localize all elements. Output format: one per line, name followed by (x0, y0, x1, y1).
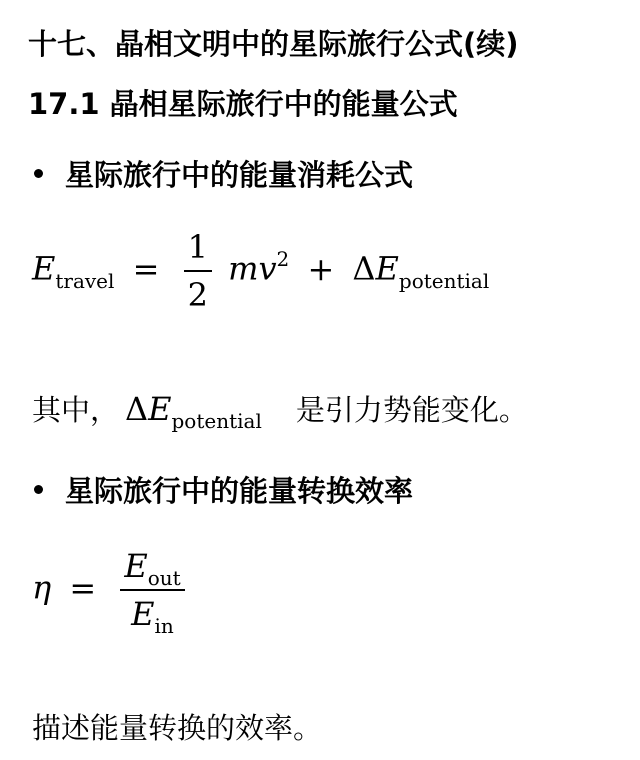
fraction-denominator: 2 (187, 276, 208, 314)
efficiency-formula (32, 547, 191, 638)
symbol-eta: η (32, 568, 52, 607)
symbol-delta: Δ (352, 249, 376, 288)
note-prefix: 其中， (32, 393, 120, 427)
subscript-potential: potential (398, 268, 490, 293)
bullet-label: 星际旅行中的能量消耗公式 (65, 158, 414, 192)
symbol-E-in: E (131, 595, 155, 633)
fraction-denominator (127, 591, 178, 638)
bullet-dot (34, 169, 43, 178)
fraction-numerator (120, 547, 184, 589)
bullet-item-energy-consumption (34, 153, 413, 194)
fraction-numerator: 1 (187, 228, 208, 266)
section-subtitle: 17.1 晶相星际旅行中的能量公式 (28, 87, 458, 121)
bullet-item-conversion-efficiency (34, 469, 413, 510)
bullet-dot (34, 485, 43, 494)
exponent-2: 2 (276, 246, 290, 271)
note-E: E (148, 389, 172, 428)
symbol-E: E (32, 249, 56, 288)
subscript-out: out (147, 566, 181, 590)
symbol-m: m (228, 249, 259, 288)
note-math (125, 389, 262, 433)
page-title: 十七、晶相文明中的星际旅行公式(续) (28, 27, 519, 61)
note-suffix: 是引力势能变化。 (295, 393, 528, 427)
symbol-E-potential: E (375, 249, 399, 288)
subscript-travel: travel (55, 268, 115, 293)
energy-consumption-formula (32, 228, 489, 314)
bullet-label: 星际旅行中的能量转换效率 (65, 474, 414, 508)
note-subscript: potential (171, 408, 262, 433)
plus-sign: + (307, 249, 335, 288)
potential-energy-note (32, 388, 528, 433)
subscript-in: in (154, 614, 174, 638)
equals-sign: = (69, 568, 97, 607)
fraction-efficiency (120, 547, 184, 638)
equals-sign: = (132, 249, 160, 288)
efficiency-note: 描述能量转换的效率。 (32, 711, 323, 745)
fraction-half (184, 228, 212, 314)
symbol-v: v (258, 249, 277, 288)
note-delta: Δ (125, 389, 149, 428)
symbol-E-out: E (124, 547, 148, 585)
